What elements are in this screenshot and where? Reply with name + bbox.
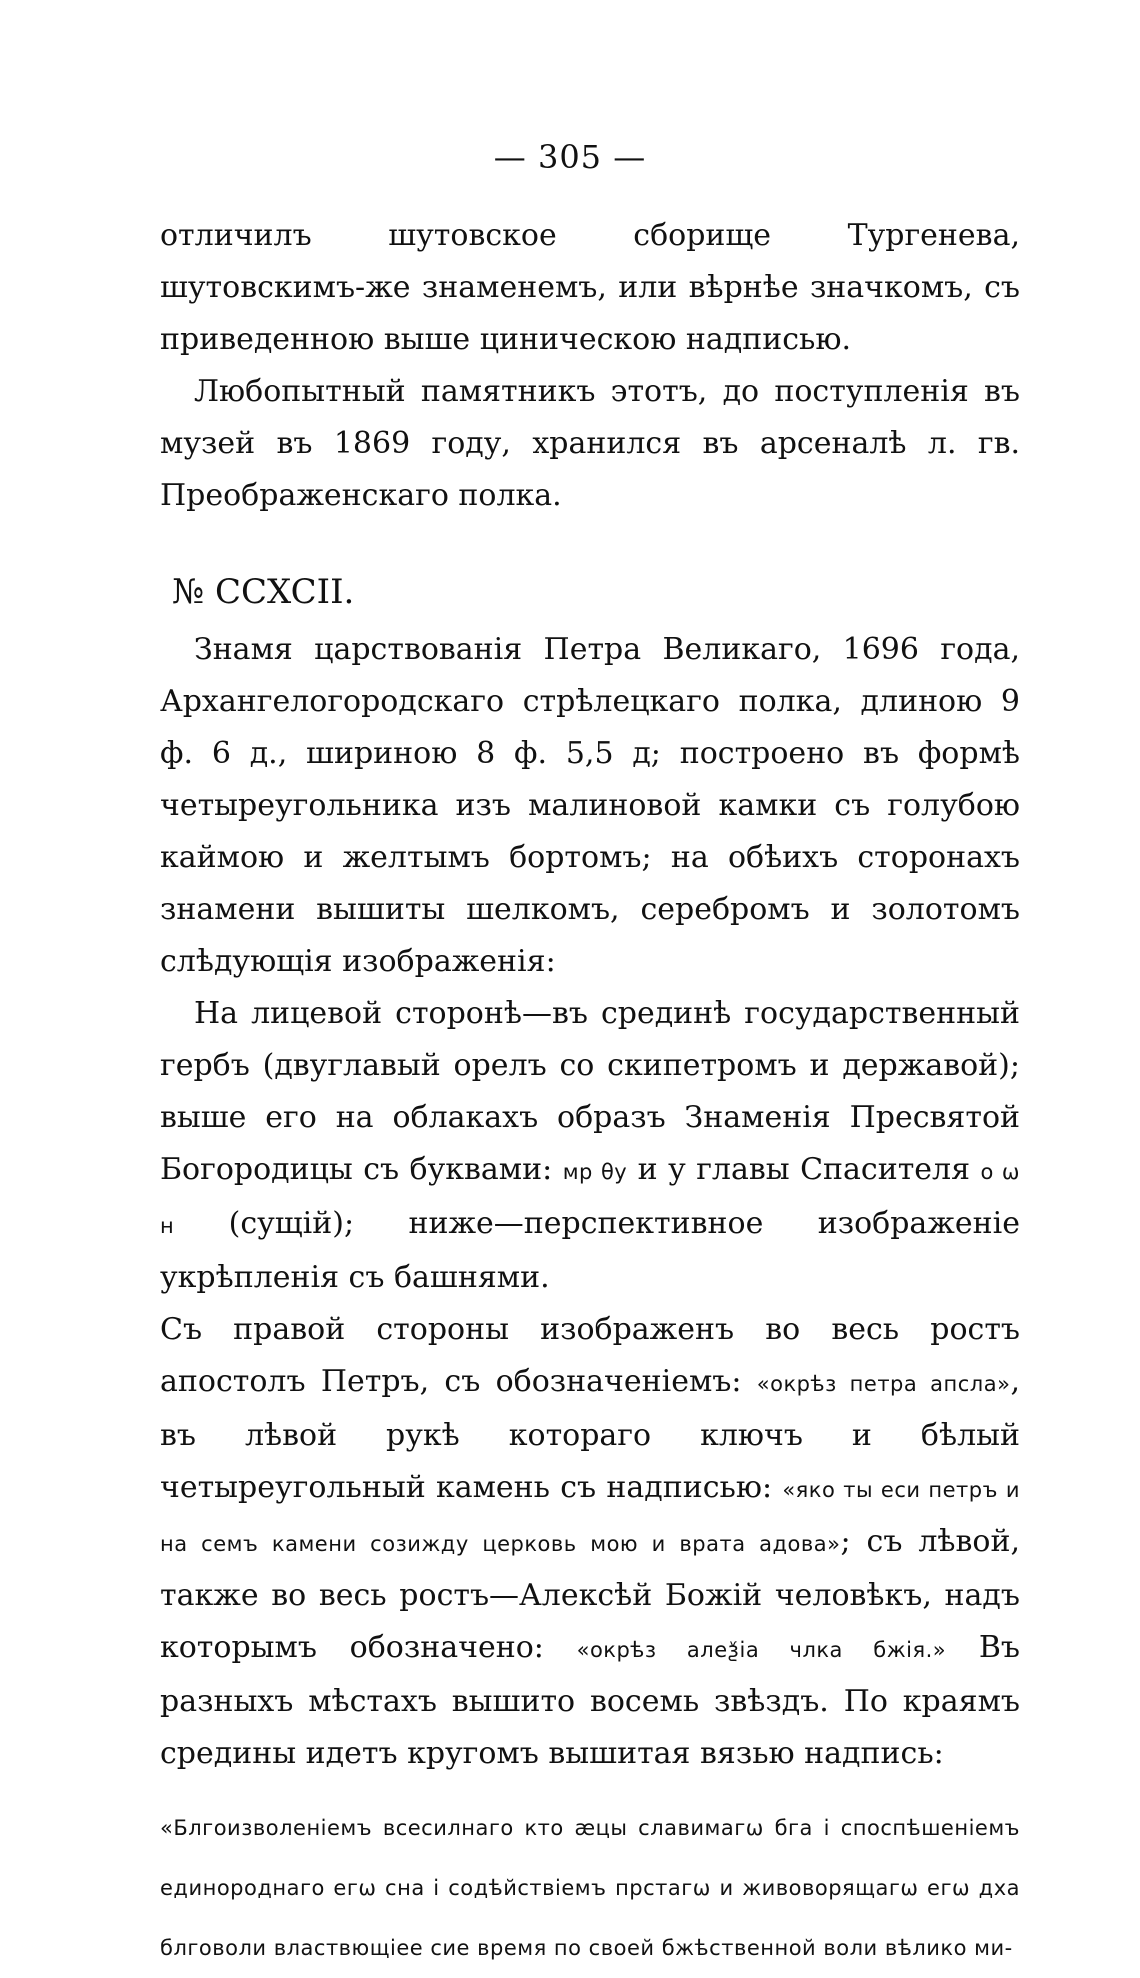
front-side-text-3: (сущій); ниже—перспективное изображеніе укрѣпленія съ башнями. [160, 1206, 1020, 1295]
front-side-paragraph [160, 988, 1020, 1304]
page-number: — 305 — [493, 138, 647, 176]
border-inscription: «Блгоизволеніемъ всесилнаго кто ӕцы славимагω бга і споспѣшеніемъ единороднаго егω сна і содѣйствіемъ прстагω и живоворящагω егω дха блговоли властвющіее сие время по своей бжѣственной воли вѣлико ми- [160, 1816, 1020, 1960]
entry-heading: № CCXCII. [172, 572, 355, 612]
alexei-label: «окрѣз алеѯіа члка бжія.» [576, 1638, 947, 1662]
mother-of-god-letters: мр θу [562, 1160, 628, 1184]
right-side-text-1: Съ правой стороны изображенъ во весь ростъ апостолъ Петръ, съ обозначеніемъ: [160, 1312, 1020, 1399]
front-side-text-2: и у главы Спасителя [637, 1152, 971, 1187]
front-side-text-1: На лицевой сторонѣ—въ срединѣ государственный гербъ (двуглавый орелъ со скипетромъ и державой); выше его на облакахъ образъ Знаменія Пресвятой Богородицы съ буквами: [160, 996, 1020, 1187]
right-side-text-3: ; съ лѣвой, также во весь ростъ—Алексѣй Божій человѣкъ, надъ которымъ обозначено: [160, 1524, 1021, 1665]
peter-label: «окрѣз петра апсла» [756, 1372, 1011, 1396]
right-side-text-2: , въ лѣвой рукѣ котораго ключъ и бѣлый четыреугольный камень съ надписью: [160, 1364, 1020, 1505]
right-side-paragraph [160, 1304, 1020, 1780]
savior-letters: о ω н [160, 1160, 1020, 1238]
continued-paragraph: отличилъ шутовское сборище Тургенева, шутовскимъ-же знаменемъ, или вѣрнѣе значкомъ, съ приведенною выше циническою надписью. [160, 218, 1020, 357]
page-text [160, 210, 1020, 1978]
stone-inscription: «яко ты еси петръ и на семъ камени созижду церковь мою и врата адова» [160, 1478, 1020, 1556]
museum-paragraph: Любопытный памятникъ этотъ, до поступленія въ музей въ 1869 году, хранился въ арсеналѣ л. гв. Преображенскаго полка. [160, 374, 1020, 513]
right-side-text-4: Въ разныхъ мѣстахъ вышито восемь звѣздъ. По краямъ средины идетъ кругомъ вышитая вязью надпись: [160, 1630, 1020, 1771]
entry-description: Знамя царствованія Петра Великаго, 1696 года, Архангелогородскаго стрѣлецкаго полка, длиною 9 ф. 6 д., шириною 8 ф. 5,5 д; построено въ формѣ четыреугольника изъ малиновой камки съ голубою каймою и желтымъ бортомъ; на обѣихъ сторонахъ знамени вышиты шелкомъ, серебромъ и золотомъ слѣдующія изображенія: [160, 632, 1020, 979]
